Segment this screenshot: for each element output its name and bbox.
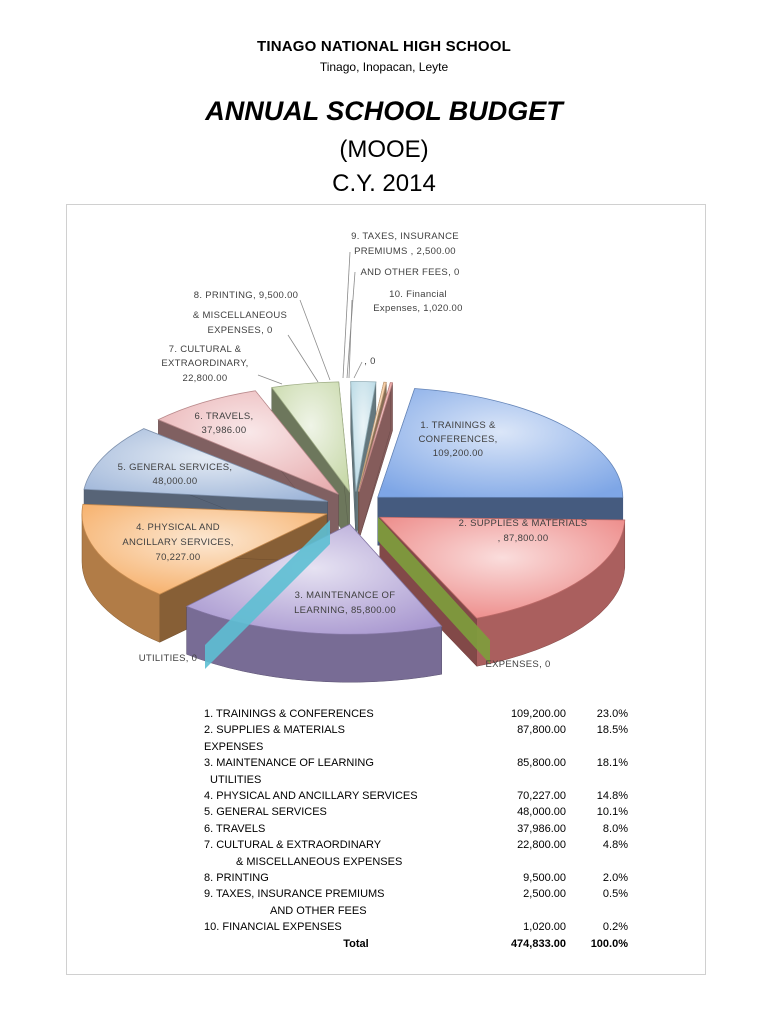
row-name: AND OTHER FEES bbox=[270, 904, 367, 917]
row-name: & MISCELLANEOUS EXPENSES bbox=[236, 855, 403, 868]
data-label: 6. TRAVELS, bbox=[194, 411, 254, 422]
row-amount: 48,000.00 bbox=[517, 806, 566, 819]
row-amount: 1,020.00 bbox=[523, 921, 566, 934]
data-label: EXPENSES, 0 bbox=[485, 659, 551, 670]
row-percent: 0.2% bbox=[602, 921, 628, 934]
data-label: 1. TRAININGS & bbox=[420, 420, 496, 431]
table-row bbox=[204, 772, 628, 788]
data-label: 7. CULTURAL & bbox=[168, 344, 242, 355]
row-amount: 22,800.00 bbox=[517, 839, 566, 852]
data-label: UTILITIES, 0 bbox=[138, 653, 198, 664]
row-name: 8. PRINTING bbox=[204, 872, 269, 885]
table-row bbox=[204, 804, 628, 820]
table-row bbox=[204, 854, 628, 870]
data-label: PREMIUMS , 2,500.00 bbox=[354, 246, 456, 257]
data-label: 109,200.00 bbox=[432, 448, 484, 459]
table-row bbox=[204, 755, 628, 771]
row-amount: 2,500.00 bbox=[523, 888, 566, 901]
table-total-row bbox=[204, 936, 628, 952]
data-label: 10. Financial bbox=[389, 289, 447, 300]
row-percent: 2.0% bbox=[602, 872, 628, 885]
data-label: 8. PRINTING, 9,500.00 bbox=[193, 290, 299, 301]
row-name: 1. TRAININGS & CONFERENCES bbox=[204, 708, 374, 720]
table-row bbox=[204, 821, 628, 837]
document-year: C.Y. 2014 bbox=[332, 170, 436, 197]
budget-table bbox=[204, 706, 628, 952]
row-name: 7. CULTURAL & EXTRAORDINARY bbox=[204, 839, 382, 852]
table-row bbox=[204, 919, 628, 935]
leader-line bbox=[354, 362, 362, 378]
school-name: TINAGO NATIONAL HIGH SCHOOL bbox=[256, 38, 511, 55]
data-label: EXTRAORDINARY, bbox=[161, 358, 249, 369]
row-percent: 0.5% bbox=[602, 888, 628, 901]
row-name: 3. MAINTENANCE OF LEARNING bbox=[204, 757, 374, 770]
table-row bbox=[204, 837, 628, 853]
row-amount bbox=[508, 903, 566, 919]
leader-line bbox=[343, 252, 350, 378]
table-row bbox=[204, 722, 628, 738]
data-label: EXPENSES, 0 bbox=[207, 325, 273, 336]
row-name: 10. FINANCIAL EXPENSES bbox=[204, 921, 342, 934]
row-amount: 87,800.00 bbox=[517, 724, 566, 737]
leader-line bbox=[288, 335, 318, 382]
data-label: 22,800.00 bbox=[182, 373, 228, 384]
total-label: Total bbox=[343, 937, 369, 950]
row-amount: 85,800.00 bbox=[517, 757, 566, 770]
row-name: EXPENSES bbox=[204, 740, 264, 753]
row-name: 4. PHYSICAL AND ANCILLARY SERVICES bbox=[204, 790, 418, 803]
data-label: Expenses, 1,020.00 bbox=[373, 303, 463, 314]
leader-line bbox=[300, 300, 330, 380]
row-amount: 70,227.00 bbox=[517, 790, 566, 803]
data-label: 9. TAXES, INSURANCE bbox=[351, 231, 459, 242]
row-amount bbox=[508, 854, 566, 870]
data-label: 48,000.00 bbox=[152, 476, 198, 487]
data-label: 5. GENERAL SERVICES, bbox=[117, 462, 233, 473]
data-label: 37,986.00 bbox=[201, 425, 247, 436]
row-percent bbox=[566, 772, 628, 788]
data-label: 2. SUPPLIES & MATERIALS bbox=[458, 518, 588, 529]
document-title: ANNUAL SCHOOL BUDGET bbox=[205, 96, 563, 126]
row-name: 6. TRAVELS bbox=[204, 822, 266, 835]
row-name: 5. GENERAL SERVICES bbox=[204, 806, 327, 819]
data-label: 3. MAINTENANCE OF bbox=[294, 590, 396, 601]
data-label: AND OTHER FEES, 0 bbox=[360, 267, 460, 278]
row-amount: 9,500.00 bbox=[523, 872, 566, 885]
row-percent: 18.5% bbox=[596, 724, 628, 737]
row-percent bbox=[566, 739, 628, 755]
row-amount bbox=[508, 772, 566, 788]
row-name: 9. TAXES, INSURANCE PREMIUMS bbox=[204, 888, 385, 901]
leader-line bbox=[349, 300, 352, 378]
row-percent bbox=[566, 854, 628, 870]
row-percent bbox=[566, 903, 628, 919]
data-label: 4. PHYSICAL AND bbox=[136, 522, 220, 533]
table-row bbox=[204, 886, 628, 902]
data-label: , 87,800.00 bbox=[497, 533, 549, 544]
table-row bbox=[204, 739, 628, 755]
row-amount bbox=[508, 739, 566, 755]
table-row bbox=[204, 788, 628, 804]
table-row bbox=[204, 903, 628, 919]
data-label: LEARNING, 85,800.00 bbox=[294, 605, 396, 616]
row-percent: 23.0% bbox=[596, 708, 628, 720]
row-percent: 18.1% bbox=[596, 757, 628, 770]
table-row bbox=[204, 870, 628, 886]
data-label: CONFERENCES, bbox=[418, 434, 498, 445]
row-percent: 4.8% bbox=[602, 839, 628, 852]
data-label: 70,227.00 bbox=[155, 552, 201, 563]
total-percent: 100.0% bbox=[590, 937, 628, 950]
total-amount: 474,833.00 bbox=[510, 937, 566, 950]
row-name: UTILITIES bbox=[210, 773, 262, 786]
row-percent: 14.8% bbox=[596, 790, 628, 803]
data-label: & MISCELLANEOUS bbox=[192, 310, 288, 321]
row-percent: 8.0% bbox=[602, 822, 628, 835]
row-percent: 10.1% bbox=[596, 806, 628, 819]
data-label: ANCILLARY SERVICES, bbox=[122, 537, 234, 548]
row-amount: 109,200.00 bbox=[510, 708, 566, 720]
table-row bbox=[204, 706, 628, 722]
row-amount: 37,986.00 bbox=[517, 822, 566, 835]
document-subtitle: (MOOE) bbox=[339, 136, 429, 163]
row-name: 2. SUPPLIES & MATERIALS bbox=[204, 724, 346, 737]
data-label: , 0 bbox=[364, 356, 376, 367]
leader-line bbox=[258, 375, 282, 384]
school-address: Tinago, Inopacan, Leyte bbox=[319, 60, 449, 74]
